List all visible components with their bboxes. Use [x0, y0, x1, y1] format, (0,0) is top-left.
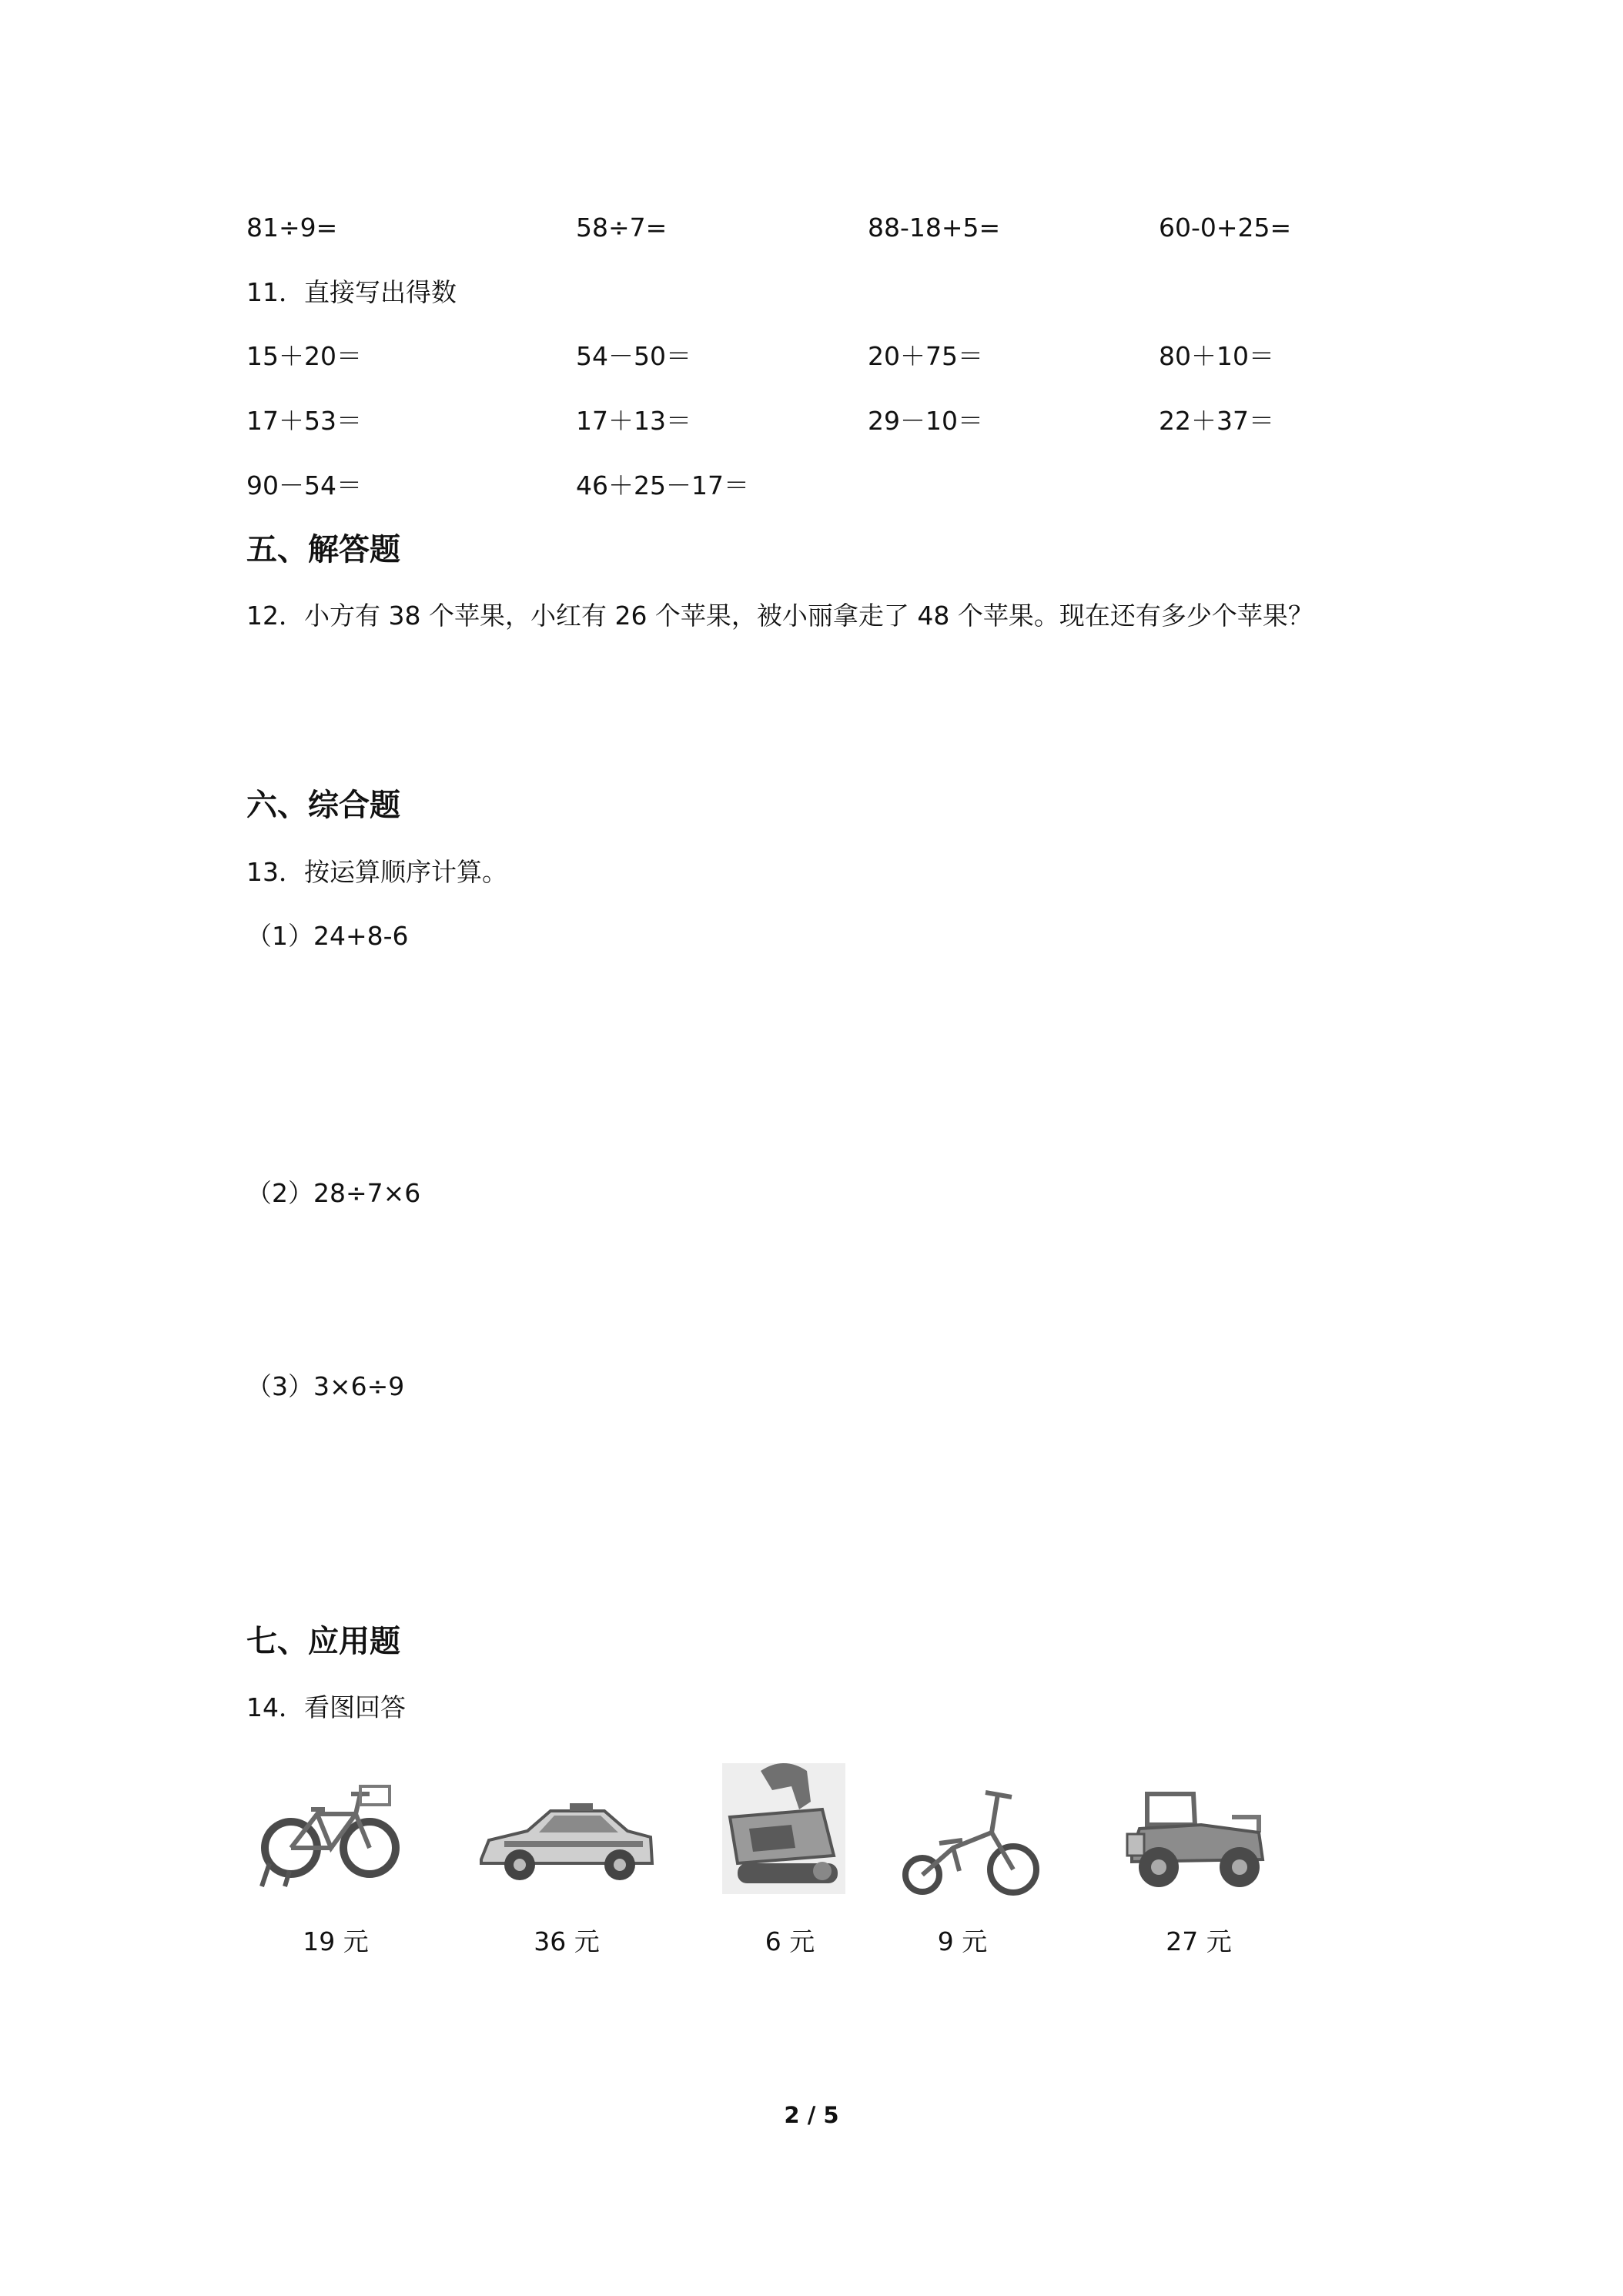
- section-heading-5: 五、解答题: [246, 532, 400, 567]
- q11-expr: 15＋20＝: [246, 341, 362, 371]
- q13-part-2: （2）28÷7×6: [246, 1178, 421, 1208]
- q11-expr: 22＋37＝: [1159, 406, 1274, 436]
- section-heading-6: 六、综合题: [246, 788, 400, 823]
- q11-expr: 46＋25－17＝: [576, 470, 749, 500]
- q11-title: 11．直接写出得数: [246, 277, 457, 307]
- page-number: 2 / 5: [784, 2102, 839, 2128]
- toy-excavator-icon: [707, 1755, 853, 1902]
- q11-expr: 17＋13＝: [576, 406, 691, 436]
- expr-88-18-5: 88-18+5=: [868, 213, 1001, 243]
- q11-expr: 90－54＝: [246, 470, 362, 500]
- q11-expr: 20＋75＝: [868, 341, 983, 371]
- toy-price: 6 元: [765, 1926, 815, 1956]
- vintage-car-icon: [1116, 1771, 1270, 1902]
- q11-expr: 80＋10＝: [1159, 341, 1274, 371]
- q13-text: 13．按运算顺序计算。: [246, 857, 507, 887]
- expr-58-div-7: 58÷7=: [576, 213, 668, 243]
- q12-text: 12．小方有 38 个苹果，小红有 26 个苹果，被小丽拿走了 48 个苹果。现在还有多少个苹果？: [246, 601, 1313, 631]
- section-heading-7: 七、应用题: [246, 1624, 400, 1659]
- tricycle-icon: [899, 1779, 1053, 1902]
- q13-part-3: （3）3×6÷9: [246, 1371, 405, 1401]
- expr-60-0-25: 60-0+25=: [1159, 213, 1292, 243]
- q11-expr: 54－50＝: [576, 341, 691, 371]
- q14-text: 14．看图回答: [246, 1692, 406, 1722]
- q13-part-1: （1）24+8-6: [246, 921, 409, 951]
- toy-price: 27 元: [1166, 1926, 1232, 1956]
- q11-expr: 17＋53＝: [246, 406, 362, 436]
- bicycle-icon: [254, 1771, 408, 1902]
- q11-expr: 29－10＝: [868, 406, 983, 436]
- toy-price: 36 元: [534, 1926, 600, 1956]
- toy-price: 9 元: [937, 1926, 988, 1956]
- police-car-icon: [474, 1786, 658, 1894]
- toy-price: 19 元: [303, 1926, 369, 1956]
- expr-81-div-9: 81÷9=: [246, 213, 338, 243]
